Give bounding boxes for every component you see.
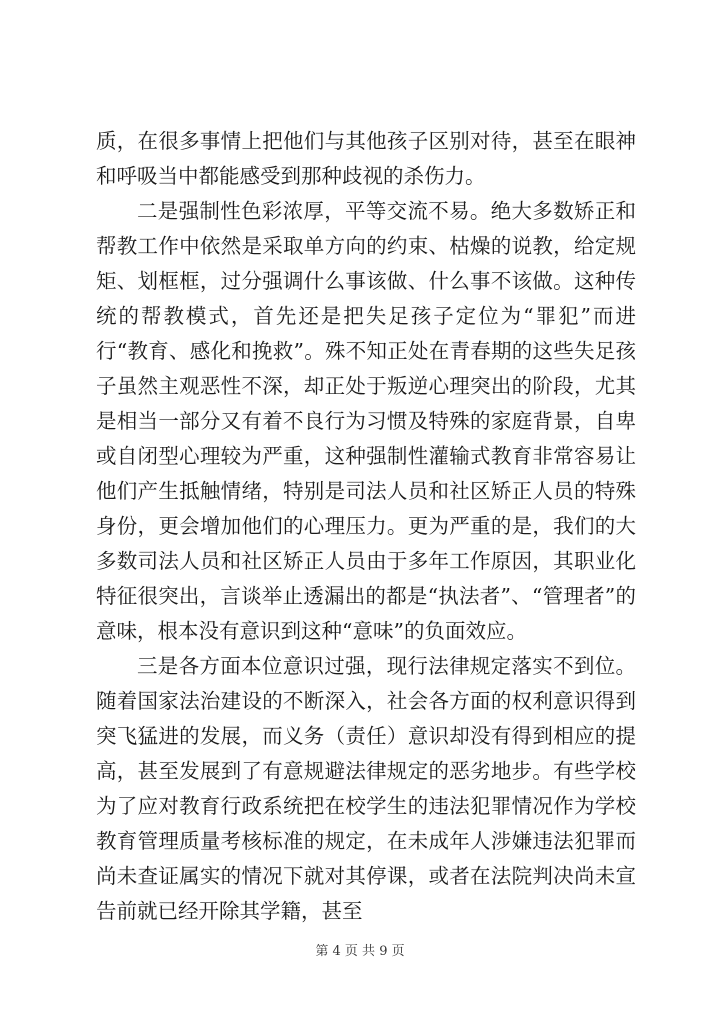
paragraph-continuation: 质，在很多事情上把他们与其他孩子区别对待，甚至在眼神和呼吸当中都能感受到那种歧视的杀伤力。 — [96, 129, 636, 188]
paragraph-three: 三是各方面本位意识过强，现行法律规定落实不到位。随着国家法治建设的不断深入，社会各方面的权利意识得到突飞猛进的发展，而义务（责任）意识却没有得到相应的提高，甚至发展到了有意规避法律规定的恶劣地步。有些学校为了应对教育行政系统把在校学生的违法犯罪情况作为学校教育管理质量考核标准的规定，在未成年人涉嫌违法犯罪而尚未查证属实的情况下就对其停课，或者在法院判决尚未宣告前就已经开除其学籍，甚至 — [96, 654, 636, 923]
paragraph-two: 二是强制性色彩浓厚，平等交流不易。绝大多数矫正和帮教工作中依然是采取单方向的约束、枯燥的说教，给定规矩、划框框，过分强调什么事该做、什么事不该做。这种传统的帮教模式，首先还是把失足孩子定位为“罪犯”而进行“教育、感化和挽救”。殊不知正处在青春期的这些失足孩子虽然主观恶性不深，却正处于叛逆心理突出的阶段，尤其是相当一部分又有着不良行为习惯及特殊的家庭背景，自卑或自闭型心理较为严重，这种强制性灌输式教育非常容易让他们产生抵触情绪，特别是司法人员和社区矫正人员的特殊身份，更会增加他们的心理压力。更为严重的是，我们的大多数司法人员和社区矫正人员由于多年工作原因，其职业化特征很突出，言谈举止透漏出的都是“执法者”、“管理者”的意味，根本没有意识到这种“意味”的负面效应。 — [96, 199, 636, 643]
page-number-footer: 第 4 页 共 9 页 — [315, 944, 405, 959]
body-text — [96, 124, 636, 929]
